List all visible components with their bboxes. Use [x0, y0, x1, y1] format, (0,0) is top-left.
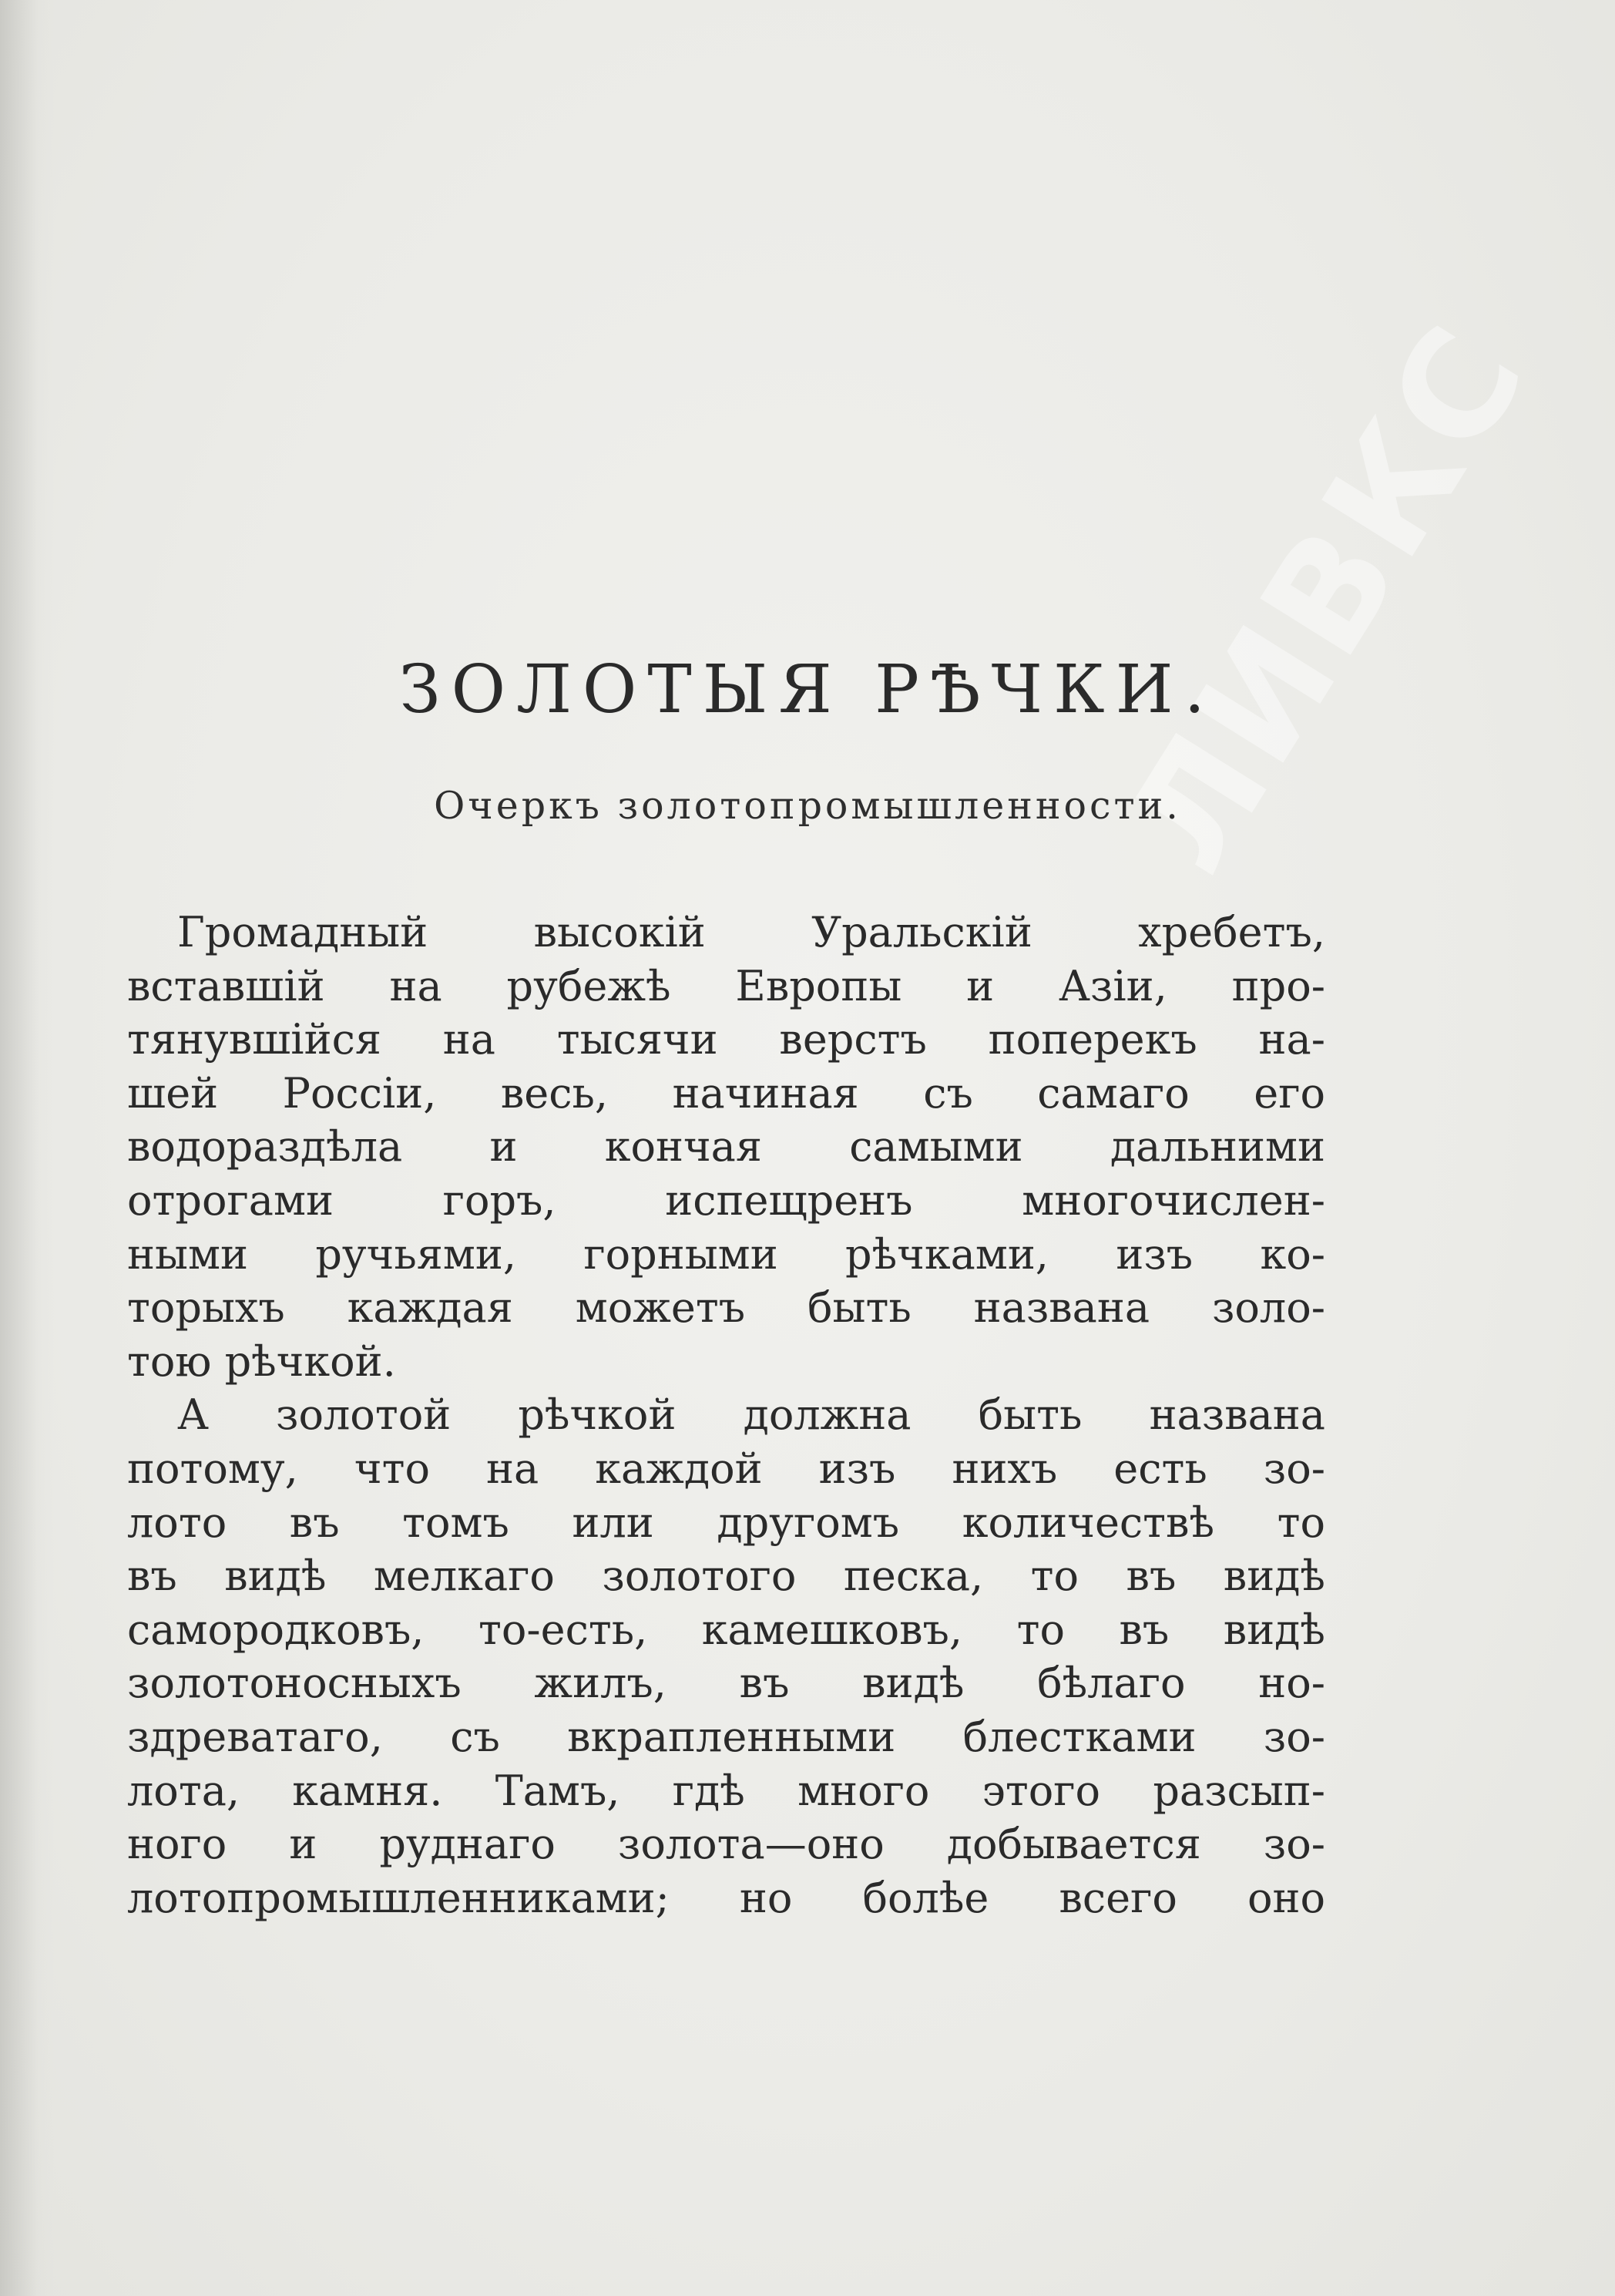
text-line: А золотой рѣчкой должна быть названа	[177, 1390, 1325, 1440]
paragraph-1	[127, 906, 1325, 1388]
text-line: лотопромышленниками; но болѣе всего оно	[127, 1873, 1325, 1922]
text-line: золотоносныхъ жилъ, въ видѣ бѣлаго но-	[127, 1659, 1325, 1708]
text-line: отрогами горъ, испещренъ многочислен-	[127, 1175, 1325, 1225]
watermark: ЛИВКС	[1094, 295, 1560, 900]
text-line: тою рѣчкой.	[127, 1336, 396, 1386]
text-line: водораздѣла и кончая самыми дальними	[127, 1122, 1325, 1172]
chapter-title: ЗОЛОТЫЯ РѢЧКИ.	[399, 651, 1216, 728]
text-line: Громадный высокій Уральскій хребетъ,	[177, 908, 1325, 956]
chapter-subtitle: Очеркъ золотопромышленности.	[434, 784, 1181, 828]
text-line: потому, что на каждой изъ нихъ есть зо-	[127, 1444, 1325, 1493]
text-line: здреватаго, съ вкрапленными блестками зо-	[127, 1712, 1325, 1761]
text-line: ного и руднаго золота—оно добывается зо-	[127, 1820, 1325, 1869]
body-text	[127, 906, 1325, 1925]
text-line: самородковъ, то-есть, камешковъ, то въ видѣ	[127, 1605, 1325, 1654]
text-line: ными ручьями, горными рѣчками, изъ ко-	[127, 1229, 1325, 1279]
text-line: вставшій на рубежѣ Европы и Азіи, про-	[127, 961, 1325, 1010]
text-line: торыхъ каждая можетъ быть названа золо-	[127, 1283, 1325, 1333]
spine-shadow	[0, 0, 54, 2296]
text-line: шей Россіи, весь, начиная съ самаго его	[127, 1068, 1325, 1118]
text-line: лота, камня. Тамъ, гдѣ много этого разсып-	[127, 1766, 1325, 1815]
paragraph-2	[127, 1388, 1325, 1925]
text-line: въ видѣ мелкаго золотого песка, то въ видѣ	[127, 1551, 1325, 1601]
text-line: тянувшійся на тысячи верстъ поперекъ на-	[127, 1015, 1325, 1064]
text-line: лото въ томъ или другомъ количествѣ то	[127, 1498, 1325, 1547]
